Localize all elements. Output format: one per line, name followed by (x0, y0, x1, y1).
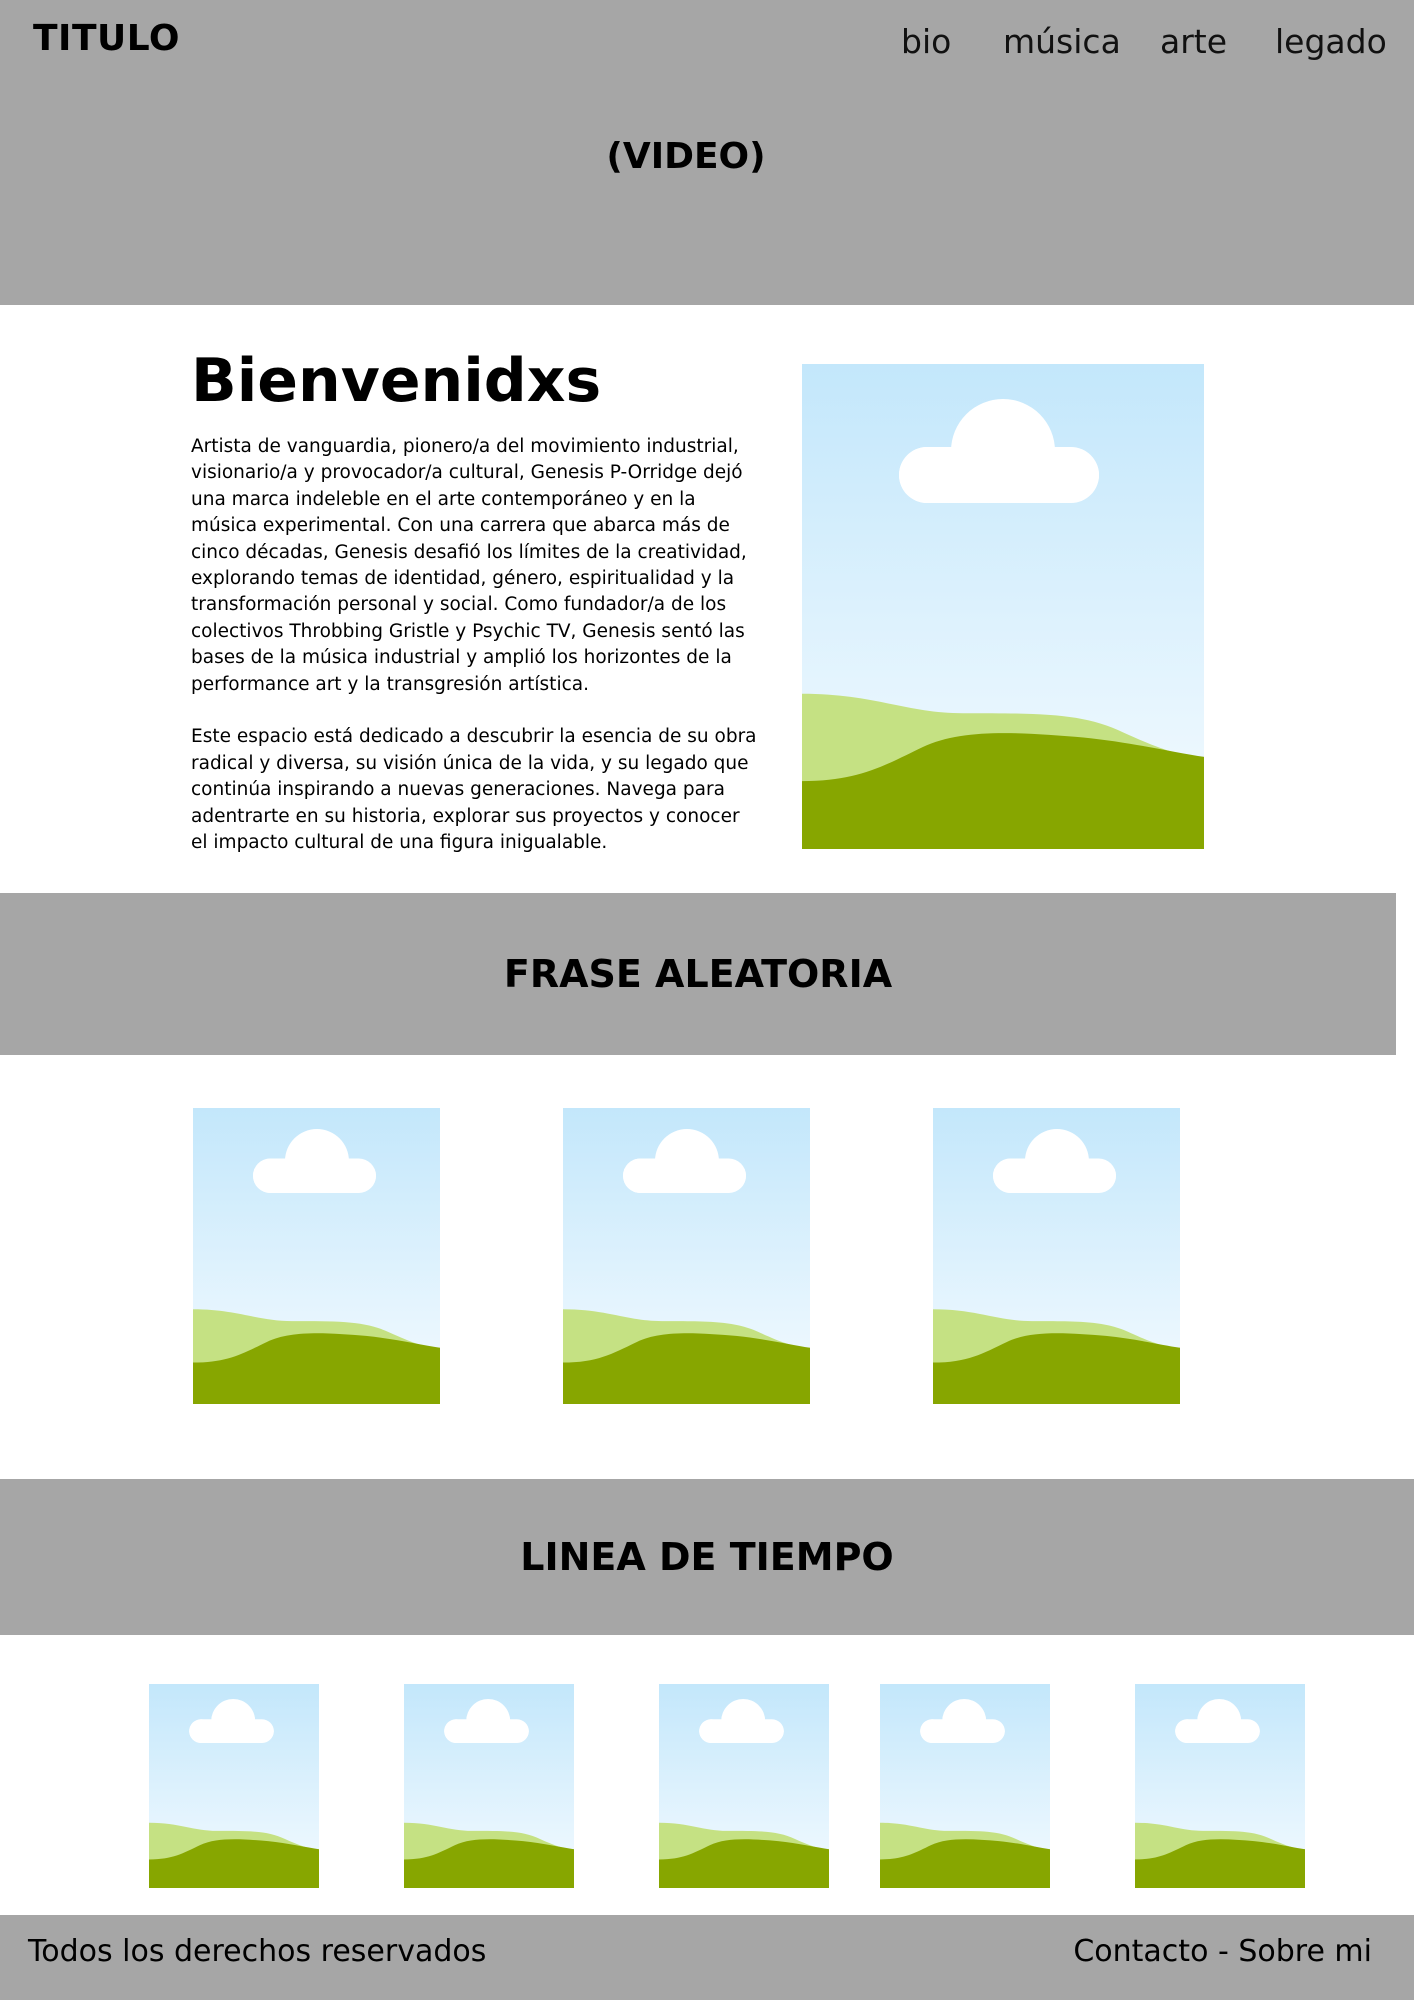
nav-link-legado[interactable]: legado (1275, 22, 1387, 61)
contact-link[interactable]: Contacto (1073, 1934, 1209, 1969)
copyright-text: Todos los derechos reservados (28, 1934, 487, 1969)
timeline-band (0, 1479, 1414, 1635)
timeline-image-3[interactable] (659, 1684, 829, 1888)
image-placeholder-icon (404, 1684, 574, 1888)
random-quote-band (0, 893, 1396, 1055)
footer-links (1073, 1934, 1372, 1969)
site-title[interactable]: TITULO (33, 18, 180, 59)
timeline-image-4[interactable] (880, 1684, 1050, 1888)
video-placeholder[interactable]: (VIDEO) (606, 136, 766, 177)
gallery-image-2[interactable] (563, 1108, 810, 1404)
welcome-paragraph: Artista de vanguardia, pionero/a del movimiento industrial, visionario/a y provocador/a cultural, Genesis P-Orridge dejó una marca indeleble en el arte contemporáneo y en la música experimental. Con una carrera que abarca más de cinco décadas, Genesis desafió los límites de la creatividad, explorando temas de identidad, género, espiritualidad y la transformación personal y social. Como fundador/a de los colectivos Throbbing Gristle y Psychic TV, Genesis sentó las bases de la música industrial y amplió los horizontes de la performance art y la transgresión artística. (191, 436, 747, 695)
gallery-image-1[interactable] (193, 1108, 440, 1404)
welcome-image-placeholder (802, 364, 1204, 849)
welcome-paragraph: Este espacio está dedicado a descubrir la esencia de su obra radical y diversa, su visión única de la vida, y su legado que continúa inspirando a nuevas generaciones. Navega para adentrarte en su historia, explorar sus proyectos y conocer el impacto cultural de una figura inigualable. (191, 726, 757, 854)
image-placeholder-icon (933, 1108, 1180, 1404)
image-placeholder-icon (193, 1108, 440, 1404)
image-placeholder-icon (563, 1108, 810, 1404)
image-placeholder-icon (659, 1684, 829, 1888)
nav-link-arte[interactable]: arte (1160, 22, 1228, 61)
random-quote-label: FRASE ALEATORIA (503, 952, 893, 996)
about-link[interactable]: Sobre mi (1238, 1934, 1372, 1969)
timeline-label: LINEA DE TIEMPO (520, 1535, 894, 1579)
timeline-image-1[interactable] (149, 1684, 319, 1888)
image-placeholder-icon (1135, 1684, 1305, 1888)
nav-link-bio[interactable]: bio (901, 22, 952, 61)
welcome-heading: Bienvenidxs (191, 346, 602, 416)
gallery-image-3[interactable] (933, 1108, 1180, 1404)
image-placeholder-icon (802, 364, 1204, 849)
image-placeholder-icon (149, 1684, 319, 1888)
timeline-image-2[interactable] (404, 1684, 574, 1888)
footer-separator: - (1208, 1934, 1239, 1969)
image-placeholder-icon (880, 1684, 1050, 1888)
timeline-image-5[interactable] (1135, 1684, 1305, 1888)
nav-link-musica[interactable]: música (1003, 22, 1121, 61)
welcome-text (191, 434, 761, 883)
